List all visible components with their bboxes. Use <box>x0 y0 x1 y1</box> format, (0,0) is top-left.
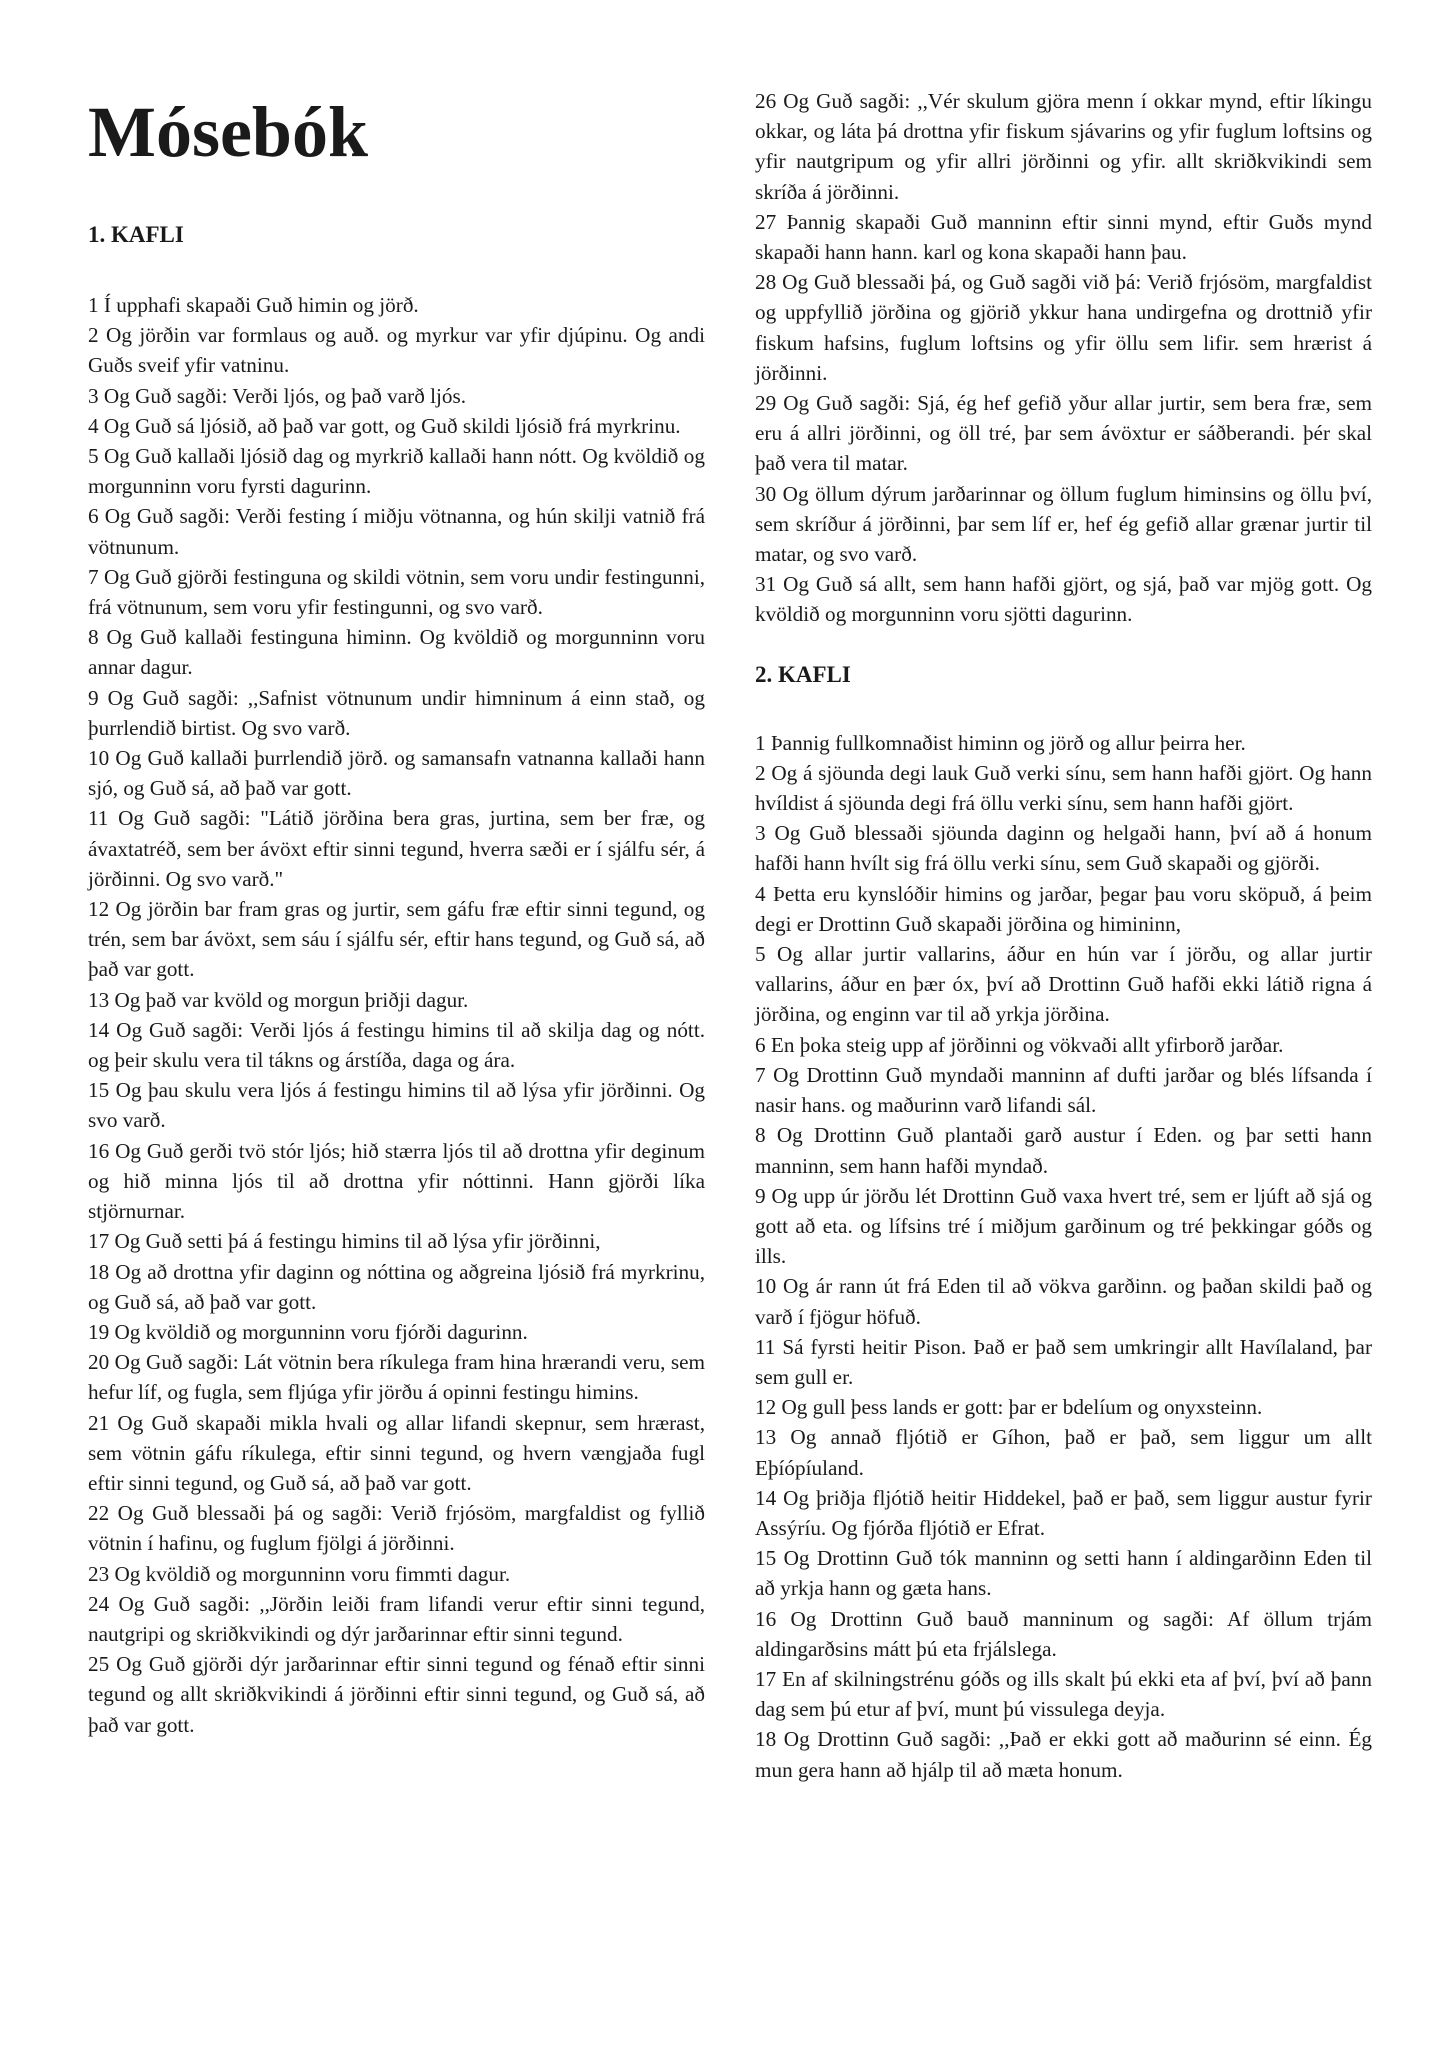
verse: 16 Og Guð gerði tvö stór ljós; hið stærra ljós til að drottna yfir deginum og hið minna ljós til að drottna yfir nóttinni. Hann gjörði líka stjörnurnar. <box>88 1138 705 1224</box>
verse: 11 Og Guð sagði: "Látið jörðina bera gras, jurtina, sem ber fræ, og ávaxtatréð, sem ber ávöxt eftir sinni tegund, hverra sæði er í sjálfu sér, á jörðinni. Og svo varð." <box>88 806 705 891</box>
verse: 2 Og á sjöunda degi lauk Guð verki sínu, sem hann hafði gjört. Og hann hvíldist á sjöunda degi frá öllu verki sínu, sem hann hafði gjört. <box>755 760 1372 816</box>
verse: 17 Og Guð setti þá á festingu himins til að lýsa yfir jörðinni, <box>88 1229 601 1254</box>
verse: 24 Og Guð sagði: ,,Jörðin leiði fram lifandi verur eftir sinni tegund, nautgripi og skriðkvikindi og dýr jarðarinnar eftir sinni tegund. <box>88 1591 705 1646</box>
chapter-1-verses-continued <box>755 86 1372 630</box>
verse: 12 Og gull þess lands er gott: þar er bdelíum og onyxsteinn. <box>755 1395 1263 1420</box>
verse: 19 Og kvöldið og morgunninn voru fjórði dagurinn. <box>88 1319 528 1344</box>
verse: 1 Í upphafi skapaði Guð himin og jörð. <box>88 293 419 317</box>
verse: 6 En þoka steig upp af jörðinni og vökvaði allt yfirborð jarðar. <box>755 1032 1284 1057</box>
verse: 3 Og Guð sagði: Verði ljós, og það varð ljós. <box>88 383 467 408</box>
chapter-1-heading: 1. KAFLI <box>88 222 184 247</box>
verse: 5 Og allar jurtir vallarins, áður en hún var í jörðu, og allar jurtir vallarins, áður en þær óx, því að Drottinn Guð hafði ekki látið rigna á jörðina, og enginn var til að yrkja jörðina. <box>755 942 1372 1027</box>
verse: 4 Þetta eru kynslóðir himins og jarðar, þegar þau voru sköpuð, á þeim degi er Drottinn Guð skapaði jörðina og himininn, <box>755 881 1372 936</box>
verse: 20 Og Guð sagði: Lát vötnin bera ríkulega fram hina hrærandi veru, sem hefur líf, og fugla, sem fljúga yfir jörðu á opinni festingu himins. <box>88 1350 705 1405</box>
verse: 25 Og Guð gjörði dýr jarðarinnar eftir sinni tegund og fénað eftir sinni tegund og allt skriðkvikindi á jörðinni eftir sinni tegund, og Guð sá, að það var gott. <box>88 1652 705 1737</box>
chapter-1-verses <box>88 290 705 1740</box>
verse: 7 Og Drottinn Guð myndaði manninn af dufti jarðar og blés lífsanda í nasir hans. og maðurinn varð lifandi sál. <box>755 1062 1372 1118</box>
verse: 2 Og jörðin var formlaus og auð. og myrkur var yfir djúpinu. Og andi Guðs sveif yfir vatninu. <box>88 323 705 378</box>
verse: 18 Og Drottinn Guð sagði: ,,Það er ekki gott að maðurinn sé einn. Ég mun gera hann að hjálp til að mæta honum. <box>755 1727 1372 1782</box>
verse: 29 Og Guð sagði: Sjá, ég hef gefið yður allar jurtir, sem bera fræ, sem eru á allri jörðinni, og öll tré, þar sem ávöxtur er sáðberandi. þér skal það vera til matar. <box>755 391 1372 476</box>
verse: 13 Og annað fljótið er Gíhon, það er það, sem liggur um allt Eþíópíuland. <box>755 1425 1372 1480</box>
verse: 15 Og þau skulu vera ljós á festingu himins til að lýsa yfir jörðinni. Og svo varð. <box>88 1078 705 1133</box>
verse: 7 Og Guð gjörði festinguna og skildi vötnin, sem voru undir festingunni, frá vötnunum, sem voru yfir festingunni, og svo varð. <box>88 564 705 620</box>
verse: 8 Og Guð kallaði festinguna himinn. Og kvöldið og morgunninn voru annar dagur. <box>88 625 705 680</box>
verse: 14 Og þriðja fljótið heitir Hiddekel, það er það, sem liggur austur fyrir Assýríu. Og fjórða fljótið er Efrat. <box>755 1485 1372 1540</box>
verse: 28 Og Guð blessaði þá, og Guð sagði við þá: Verið frjósöm, margfaldist og uppfyllið jörðina og gjörið ykkur hana undirgefna og drottnið yfir fiskum hafsins, fuglum loftsins og yfir öllu sem lifir. sem hrærist á jörðinni. <box>755 270 1372 385</box>
verse: 23 Og kvöldið og morgunninn voru fimmti dagur. <box>88 1561 511 1586</box>
verse: 4 Og Guð sá ljósið, að það var gott, og Guð skildi ljósið frá myrkrinu. <box>88 413 681 438</box>
verse: 17 En af skilningstrénu góðs og ills skalt þú ekki eta af því, því að þann dag sem þú etur af því, munt þú vissulega deyja. <box>755 1666 1372 1722</box>
verse: 3 Og Guð blessaði sjöunda daginn og helgaði hann, því að á honum hafði hann hvílt sig frá öllu verki sínu, sem Guð skapaði og gjörði. <box>755 821 1372 876</box>
verse: 9 Og upp úr jörðu lét Drottinn Guð vaxa hvert tré, sem er ljúft að sjá og gott að eta. og lífsins tré í miðjum garðinum og tré þekkingar góðs og ills. <box>755 1183 1372 1269</box>
verse: 16 Og Drottinn Guð bauð manninum og sagði: Af öllum trjám aldingarðsins mátt þú eta frjálslega. <box>755 1606 1372 1661</box>
left-column <box>88 0 705 1740</box>
verse: 15 Og Drottinn Guð tók manninn og setti hann í aldingarðinn Eden til að yrkja hann og gæta hans. <box>755 1546 1372 1601</box>
verse: 12 Og jörðin bar fram gras og jurtir, sem gáfu fræ eftir sinni tegund, og trén, sem bar ávöxt, sem sáu í sjálfu sér, eftir hans tegund, og Guð sá, að það var gott. <box>88 897 705 982</box>
chapter-2-heading: 2. KAFLI <box>755 661 851 687</box>
verse: 11 Sá fyrsti heitir Pison. Það er það sem umkringir allt Havílaland, þar sem gull er. <box>755 1334 1372 1389</box>
verse: 10 Og Guð kallaði þurrlendið jörð. og samansafn vatnanna kallaði hann sjó, og Guð sá, að það var gott. <box>88 746 705 801</box>
verse: 13 Og það var kvöld og morgun þriðji dagur. <box>88 987 469 1012</box>
page-title: Mósebók <box>88 92 369 172</box>
verse: 27 Þannig skapaði Guð manninn eftir sinni mynd, eftir Guðs mynd skapaði hann hann. karl og kona skapaði hann þau. <box>755 209 1372 265</box>
verse: 21 Og Guð skapaði mikla hvali og allar lifandi skepnur, sem hrærast, sem vötnin gáfu ríkulega, eftir sinni tegund, og hvern vængjaða fugl eftir sinni tegund, og Guð sá, að það var gott. <box>88 1410 705 1495</box>
verse: 30 Og öllum dýrum jarðarinnar og öllum fuglum himinsins og öllu því, sem skríður á jörðinni, þar sem líf er, hef ég gefið allar grænar jurtir til matar, og svo varð. <box>755 481 1372 567</box>
verse: 26 Og Guð sagði: ,,Vér skulum gjöra menn í okkar mynd, eftir líkingu okkar, og láta þá drottna yfir fiskum sjávarins og yfir fuglum loftsins og yfir nautgripum og yfir allri jörðinni og yfir. allt skriðkvikindi sem skríða á jörðinni. <box>755 89 1372 204</box>
verse: 6 Og Guð sagði: Verði festing í miðju vötnanna, og hún skilji vatnið frá vötnunum. <box>88 504 705 559</box>
verse: 18 Og að drottna yfir daginn og nóttina og aðgreina ljósið frá myrkrinu, og Guð sá, að það var gott. <box>88 1259 705 1314</box>
chapter-2-verses <box>755 728 1372 1785</box>
verse: 31 Og Guð sá allt, sem hann hafði gjört, og sjá, það var mjög gott. Og kvöldið og morgunninn voru sjötti dagurinn. <box>755 572 1372 627</box>
verse: 14 Og Guð sagði: Verði ljós á festingu himins til að skilja dag og nótt. og þeir skulu vera til tákns og árstíða, daga og ára. <box>88 1017 705 1073</box>
verse: 1 Þannig fullkomnaðist himinn og jörð og allur þeirra her. <box>755 730 1246 755</box>
verse: 5 Og Guð kallaði ljósið dag og myrkrið kallaði hann nótt. Og kvöldið og morgunninn voru fyrsti dagurinn. <box>88 444 705 499</box>
verse: 10 Og ár rann út frá Eden til að vökva garðinn. og þaðan skildi það og varð í fjögur höfuð. <box>755 1274 1372 1329</box>
verse: 22 Og Guð blessaði þá og sagði: Verið frjósöm, margfaldist og fyllið vötnin í hafinu, og fuglum fjölgi á jörðinni. <box>88 1501 705 1556</box>
verse: 9 Og Guð sagði: ,,Safnist vötnunum undir himninum á einn stað, og þurrlendið birtist. Og svo varð. <box>88 685 705 740</box>
right-column <box>755 86 1372 1785</box>
verse: 8 Og Drottinn Guð plantaði garð austur í Eden. og þar setti hann manninn, sem hann hafði myndað. <box>755 1123 1372 1178</box>
